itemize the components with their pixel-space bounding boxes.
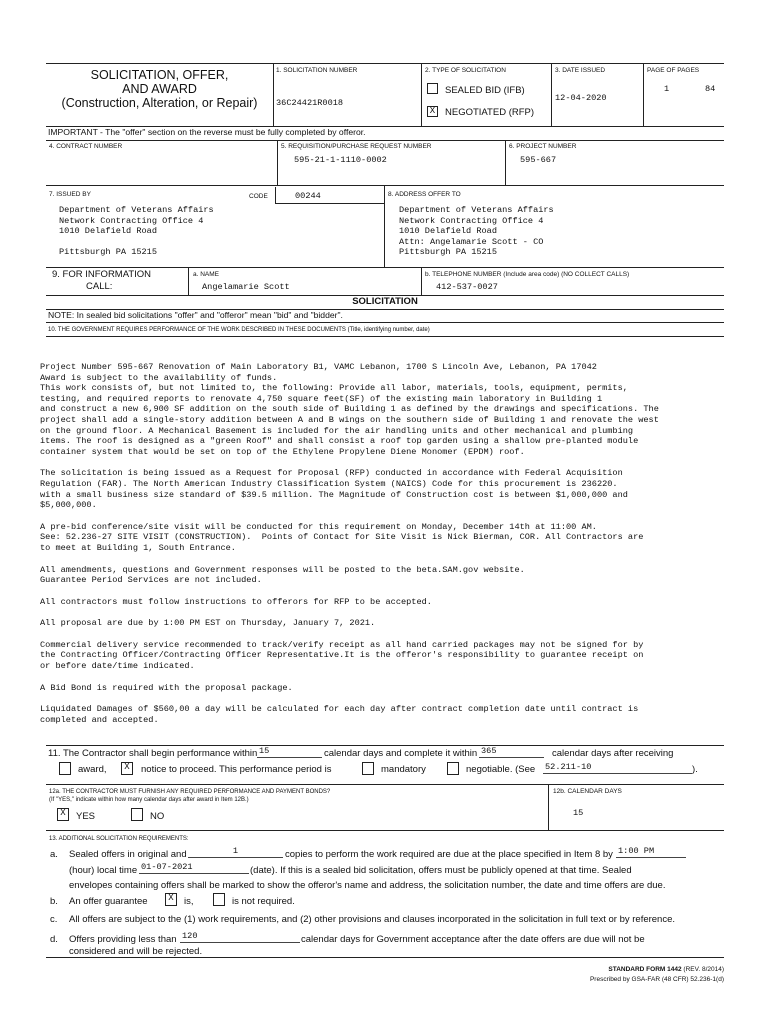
item-13a-text-2: copies to perform the work required are due at the place specified in Item 8 by bbox=[285, 849, 613, 860]
requisition-label: 5. REQUISITION/PURCHASE REQUEST NUMBER bbox=[281, 143, 432, 150]
rule bbox=[273, 63, 274, 126]
rule bbox=[505, 140, 506, 185]
address-offer-line: 1010 Delafield Road bbox=[399, 226, 497, 237]
mandatory-label: mandatory bbox=[381, 764, 426, 775]
rule bbox=[46, 140, 724, 141]
info-call-label-line-1: 9. FOR INFORMATION bbox=[52, 269, 152, 280]
item-13-label: 13. ADDITIONAL SOLICITATION REQUIREMENTS: bbox=[49, 836, 189, 842]
item-13a-letter: a. bbox=[50, 849, 58, 860]
sealed-bid-label: SEALED BID (IFB) bbox=[445, 85, 525, 96]
item-13a-text-4: (date). If this is a sealed bid solicitation, offers must be publicly opened at that time. Sealed bbox=[250, 865, 632, 876]
rule bbox=[46, 336, 724, 337]
calendar-days-value[interactable]: 15 bbox=[573, 808, 584, 818]
rule bbox=[421, 267, 422, 295]
item-13a-text-1: Sealed offers in original and bbox=[69, 849, 187, 860]
time-field[interactable]: 1:00 PM bbox=[616, 846, 686, 858]
issued-by-line: Pittsburgh PA 15215 bbox=[59, 247, 157, 258]
issued-by-line bbox=[59, 237, 214, 248]
date-issued-value[interactable]: 12-04-2020 bbox=[555, 93, 607, 103]
item-13a-text-5: envelopes containing offers shall be marked to show the offeror's name and address, the solicitation number, the date and time offers are due. bbox=[69, 880, 666, 891]
item-11-text-a: 11. The Contractor shall begin performance within bbox=[48, 748, 258, 759]
issued-by-label: 7. ISSUED BY bbox=[49, 191, 91, 198]
address-offer-line: Pittsburgh PA 15215 bbox=[399, 247, 497, 258]
body-paragraph: Commercial delivery service recommended to track/verify receipt as all hand carried packages may not be signed for by the Contracting Officer/Contracting Officer Representative.It is the offeror's responsibility to guarantee receipt on or before date/time indicated. bbox=[40, 639, 644, 672]
rule bbox=[188, 267, 189, 295]
copies-field[interactable]: 1 bbox=[188, 846, 283, 858]
item-13d-letter: d. bbox=[50, 934, 58, 945]
rule bbox=[46, 267, 724, 268]
body-paragraph: Project Number 595-667 Renovation of Main Laboratory B1, VAMC Lebanon, 1700 S Lincoln Ave, Lebanon, PA 17042 Award is subject to the availability of funds. This work consists of, but not limited to, the following: Provide all labor, materials, tools, equipment, permits, testing, and required reports to renovate 4,750 square feet(SF) of the existing main laboratory in Building 1 and construct a new 6,900 SF addition on the south side of Building 1 as defined by the drawings and specifications. The project shall add a single-story addition between A and B wings on the southern side of Building 1 and renovate the west on the ground floor. A Mechanical Basement is included for the air handling units and other mechanical and plumbing items. The roof is designed as a "green Roof" and shall consist a roof top garden using a shallow pre-planted module container system that would be set on top of the Ethylene Propylene Diene Monomer (EPDM) roof. bbox=[40, 362, 659, 457]
solicitation-type-label: 2. TYPE OF SOLICITATION bbox=[425, 67, 506, 74]
solicitation-heading: SOLICITATION bbox=[352, 296, 418, 307]
negotiable-checkbox[interactable] bbox=[447, 762, 459, 775]
info-name-value[interactable]: Angelamarie Scott bbox=[202, 282, 290, 292]
form-title bbox=[46, 68, 273, 110]
total-pages: 84 bbox=[705, 84, 716, 94]
body-paragraph: All contractors must follow instructions to offerors for RFP to be accepted. bbox=[40, 596, 432, 607]
important-note: IMPORTANT - The "offer" section on the reverse must be fully completed by offeror. bbox=[48, 127, 366, 137]
acceptance-days-field[interactable]: 120 bbox=[180, 931, 300, 943]
item-13b-letter: b. bbox=[50, 896, 58, 907]
rule bbox=[421, 63, 422, 126]
requisition-value[interactable]: 595-21-1-1110-0002 bbox=[294, 155, 387, 165]
rule bbox=[551, 63, 552, 126]
prescribed-by: Prescribed by GSA-FAR (48 CFR) 52.236-1(d) bbox=[589, 976, 724, 983]
negotiated-label: NEGOTIATED (RFP) bbox=[445, 107, 535, 118]
item-11-close: ). bbox=[692, 764, 698, 775]
body-paragraph: All proposal are due by 1:00 PM EST on Thursday, January 7, 2021. bbox=[40, 618, 376, 629]
address-offer-line: Attn: Angelamarie Scott - CO bbox=[399, 236, 544, 247]
item-13c-letter: c. bbox=[50, 914, 58, 925]
address-offer-label: 8. ADDRESS OFFER TO bbox=[388, 191, 461, 198]
info-name-label: a. NAME bbox=[193, 271, 220, 278]
rule bbox=[46, 63, 724, 64]
sealed-bid-checkbox[interactable] bbox=[427, 83, 438, 94]
rule bbox=[46, 185, 724, 186]
item-12a-label-line-1: 12a. THE CONTRACTOR MUST FURNISH ANY REQUIRED PERFORMANCE AND PAYMENT BONDS? bbox=[49, 789, 331, 795]
issued-by-address bbox=[59, 205, 214, 258]
item-13d-text-3: considered and will be rejected. bbox=[69, 946, 203, 957]
code-value[interactable]: 00244 bbox=[295, 191, 321, 201]
rule bbox=[46, 957, 724, 958]
rule bbox=[643, 63, 644, 126]
address-offer-address bbox=[399, 205, 554, 258]
item-13b-text: An offer guarantee bbox=[69, 896, 148, 907]
sealed-bid-note: NOTE: In sealed bid solicitations "offer" and "offeror" mean "bid" and "bidder". bbox=[48, 310, 343, 320]
guarantee-is-not-checkbox[interactable] bbox=[213, 893, 225, 906]
project-number-label: 6. PROJECT NUMBER bbox=[509, 143, 577, 150]
item-11-text-c: calendar days after receiving bbox=[552, 748, 674, 759]
award-label: award, bbox=[78, 764, 107, 775]
info-phone-value[interactable]: 412-537-0027 bbox=[436, 282, 498, 292]
bonds-no-label: NO bbox=[150, 811, 165, 822]
see-reference-field[interactable]: 52.211-10 bbox=[543, 762, 692, 774]
rule bbox=[548, 784, 549, 830]
info-call-label-line-2: CALL: bbox=[86, 281, 113, 292]
form-title-line-2: AND AWARD bbox=[122, 82, 197, 96]
item-13d-text-2: calendar days for Government acceptance after the date offers are due will not be bbox=[301, 934, 645, 945]
body-paragraph: A pre-bid conference/site visit will be conducted for this requirement on Monday, December 14th at 11:00 AM. See: 52.236-27 SITE VISIT (CONSTRUCTION). Points of Contact for Site Visit is Nick Bierman, COR. All Contractors are to meet at Building 1, South Entrance. bbox=[40, 521, 644, 553]
body-paragraph: A Bid Bond is required with the proposal package. bbox=[40, 682, 293, 693]
address-offer-line: Department of Veterans Affairs bbox=[399, 205, 554, 215]
calendar-days-label: 12b. CALENDAR DAYS bbox=[553, 788, 622, 795]
body-paragraph: Liquidated Damages of $560,00 a day will be calculated for each day after contract completion date until contract is completed and accepted. bbox=[40, 704, 639, 725]
form-revision: (REV. 8/2014) bbox=[683, 966, 724, 973]
item-12a-label-line-2: (If "YES," indicate within how many calendar days after award in Item 12B.) bbox=[49, 797, 249, 803]
solicitation-number-label: 1. SOLICITATION NUMBER bbox=[276, 67, 358, 74]
project-number-value[interactable]: 595-667 bbox=[520, 155, 557, 165]
date-issued-label: 3. DATE ISSUED bbox=[555, 67, 606, 74]
begin-days-field[interactable]: 15 bbox=[257, 746, 322, 758]
solicitation-number-value[interactable]: 36C24421R0018 bbox=[276, 98, 344, 108]
item-10-label: 10. THE GOVERNMENT REQUIRES PERFORMANCE OF THE WORK DESCRIBED IN THESE DOCUMENTS (Title, identifying number, date) bbox=[48, 327, 430, 333]
body-paragraph: All amendments, questions and Government responses will be posted to the beta.SAM.gov website. Guarantee Period Services are not included. bbox=[40, 564, 525, 586]
page-number: 1 bbox=[664, 84, 670, 94]
body-paragraph: The solicitation is being issued as a Request for Proposal (RFP) conducted in accordance with Federal Acquisition Regulation (FAR). The North American Industry Classification System (NAICS) Code for this procurement is 236220. with a small business size standard of $39.5 million. The Magnitude of Construction cost is between $1,000,000 and $5,000,000. bbox=[40, 468, 628, 511]
notice-to-proceed-checkbox[interactable]: X bbox=[121, 762, 133, 775]
form-title-line-1: SOLICITATION, OFFER, bbox=[90, 68, 229, 82]
rule bbox=[46, 784, 724, 785]
negotiated-checkbox[interactable]: X bbox=[427, 106, 438, 117]
work-description bbox=[40, 362, 752, 736]
guarantee-is-not-label: is not required. bbox=[232, 896, 295, 907]
negotiable-label: negotiable. (See bbox=[466, 764, 536, 775]
bonds-yes-label: YES bbox=[76, 811, 96, 822]
item-13a-text-3: (hour) local time bbox=[69, 865, 138, 876]
rule bbox=[384, 185, 385, 267]
bonds-no-checkbox[interactable] bbox=[131, 808, 143, 821]
date-field[interactable]: 01-07-2021 bbox=[139, 862, 249, 874]
issued-by-line: Network Contracting Office 4 bbox=[59, 215, 204, 226]
item-13c-text: All offers are subject to the (1) work requirements, and (2) other provisions and clauses incorporated in the solicitation in full text or by reference. bbox=[69, 914, 676, 925]
page-of-pages-label: PAGE OF PAGES bbox=[647, 67, 700, 74]
code-label: CODE bbox=[249, 193, 268, 200]
bonds-yes-checkbox[interactable]: X bbox=[57, 808, 69, 821]
item-11-text-b: calendar days and complete it within bbox=[324, 748, 478, 759]
form-title-line-3: (Construction, Alteration, or Repair) bbox=[61, 96, 258, 110]
contract-number-label: 4. CONTRACT NUMBER bbox=[49, 143, 123, 150]
issued-by-line: 1010 Delafield Road bbox=[59, 226, 157, 237]
rule bbox=[46, 745, 724, 746]
address-offer-line: Network Contracting Office 4 bbox=[399, 215, 544, 226]
form-number-bold: STANDARD FORM 1442 bbox=[608, 966, 682, 973]
rule bbox=[46, 830, 724, 831]
award-checkbox[interactable] bbox=[59, 762, 71, 775]
rule bbox=[46, 322, 724, 323]
mandatory-checkbox[interactable] bbox=[362, 762, 374, 775]
form-number bbox=[560, 966, 724, 973]
guarantee-is-label: is, bbox=[184, 896, 194, 907]
guarantee-is-checkbox[interactable]: X bbox=[165, 893, 177, 906]
issued-by-line: Department of Veterans Affairs bbox=[59, 205, 214, 215]
item-13d-text-1: Offers providing less than bbox=[69, 934, 177, 945]
rule bbox=[277, 140, 278, 185]
code-box-bottom bbox=[275, 203, 384, 204]
info-phone-label: b. TELEPHONE NUMBER (Include area code) (NO COLLECT CALLS) bbox=[425, 271, 630, 278]
complete-days-field[interactable]: 365 bbox=[479, 746, 544, 758]
code-box-left bbox=[275, 187, 276, 203]
notice-to-proceed-label: notice to proceed. This performance period is bbox=[141, 764, 332, 775]
